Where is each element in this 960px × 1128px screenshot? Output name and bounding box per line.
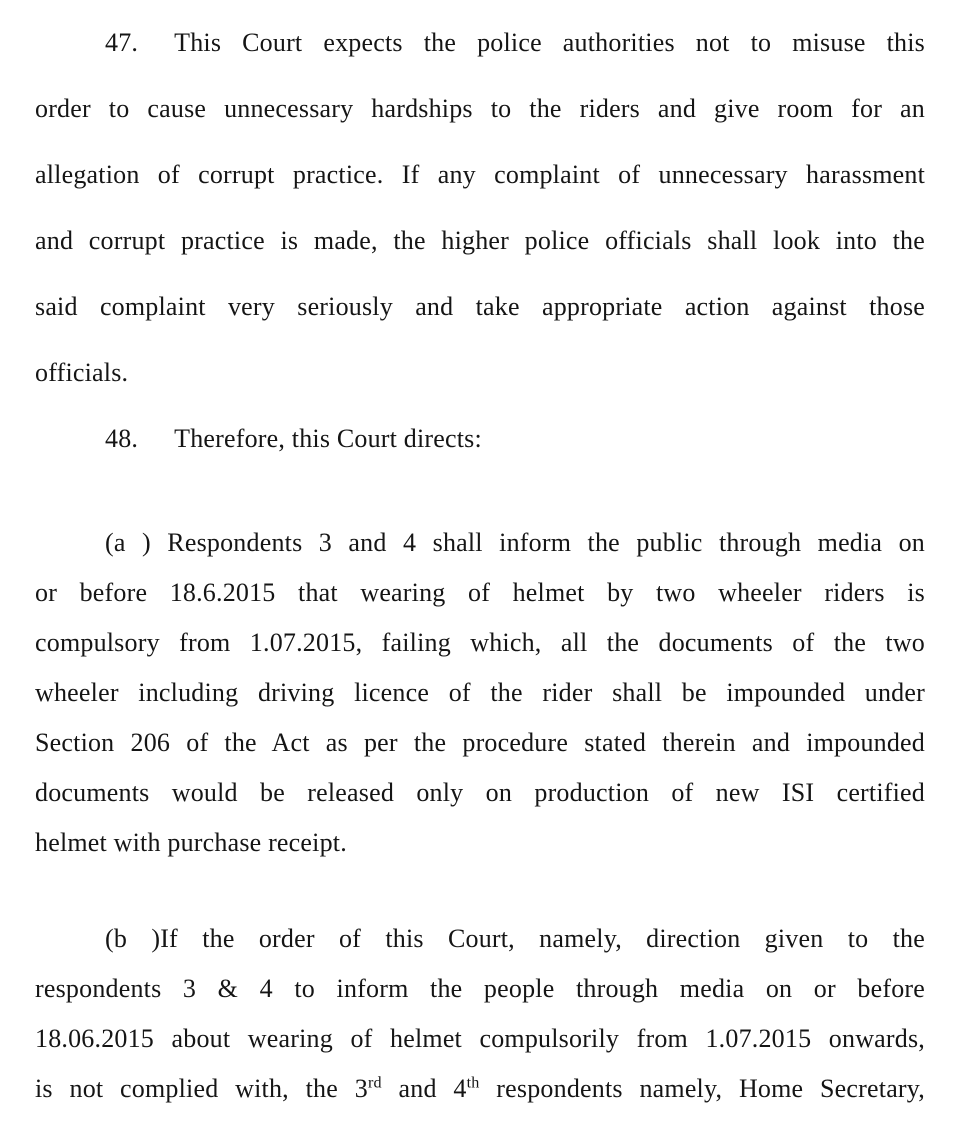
paragraph-48-direction-a: [35, 518, 925, 868]
paragraph-48: [35, 406, 925, 472]
text-line: helmet with purchase receipt.: [35, 828, 347, 857]
text-line: and corrupt practice is made, the higher police officials shall look into the: [35, 226, 925, 255]
paragraph-47: [35, 10, 925, 406]
text-line: documents would be released only on production of new ISI certified: [35, 778, 925, 807]
paragraph-48-direction-b: [35, 914, 925, 1114]
text-line: or before 18.6.2015 that wearing of helmet by two wheeler riders is: [35, 578, 925, 607]
text-line: 48. Therefore, this Court directs:: [105, 424, 482, 453]
text-line: is not complied with, the 3rd and 4th respondents namely, Home Secretary,: [35, 1074, 925, 1103]
text-line: 47. This Court expects the police authorities not to misuse this: [105, 28, 925, 57]
text-line: allegation of corrupt practice. If any complaint of unnecessary harassment: [35, 160, 925, 189]
text-line: Section 206 of the Act as per the procedure stated therein and impounded: [35, 728, 925, 757]
text-line: compulsory from 1.07.2015, failing which, all the documents of the two: [35, 628, 925, 657]
ordinal-superscript: rd: [367, 1074, 382, 1092]
text-line: 18.06.2015 about wearing of helmet compulsorily from 1.07.2015 onwards,: [35, 1024, 925, 1053]
text-line: (b )If the order of this Court, namely, direction given to the: [105, 924, 925, 953]
text-line: (a ) Respondents 3 and 4 shall inform the public through media on: [105, 528, 925, 557]
text-line: wheeler including driving licence of the rider shall be impounded under: [35, 678, 925, 707]
ordinal-superscript: th: [466, 1074, 480, 1092]
text-line: officials.: [35, 358, 129, 387]
text-line: said complaint very seriously and take appropriate action against those: [35, 292, 925, 321]
text-line: respondents 3 & 4 to inform the people through media on or before: [35, 974, 925, 1003]
text-line: order to cause unnecessary hardships to the riders and give room for an: [35, 94, 925, 123]
